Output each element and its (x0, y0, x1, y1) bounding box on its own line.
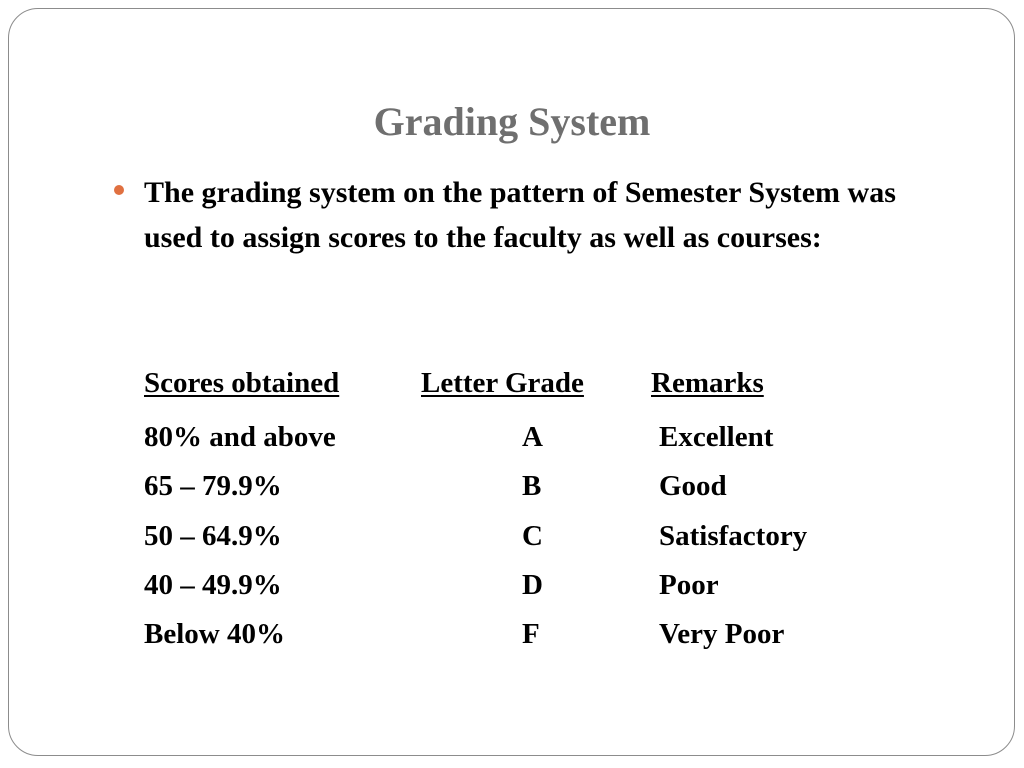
table-cell-score: 80% and above (144, 421, 336, 453)
table-cell-score: 65 – 79.9% (144, 470, 282, 502)
table-cell-remark: Excellent (659, 421, 774, 453)
bullet-dot-icon (114, 185, 124, 195)
header-letter-grade: Letter Grade (421, 367, 584, 399)
table-cell-remark: Satisfactory (659, 520, 808, 552)
table-cell-remark: Good (659, 470, 727, 502)
table-cell-score: 40 – 49.9% (144, 569, 282, 601)
table-cell-remark: Very Poor (659, 618, 785, 650)
table-cell-score: 50 – 64.9% (144, 520, 282, 552)
header-scores-obtained: Scores obtained (144, 367, 340, 399)
table-cell-grade: C (522, 520, 543, 552)
table-cell-remark: Poor (659, 569, 719, 601)
table-cell-grade: D (522, 569, 543, 601)
table-cell-grade: F (522, 618, 540, 650)
table-cell-grade: B (522, 470, 542, 502)
bullet-text: The grading system on the pattern of Semester System was used to assign scores to the faculty as well as courses: (144, 176, 896, 254)
table-cell-score: Below 40% (144, 618, 285, 650)
header-remarks: Remarks (651, 367, 764, 399)
table-cell-grade: A (522, 421, 543, 453)
slide-title: Grading System (373, 99, 651, 144)
